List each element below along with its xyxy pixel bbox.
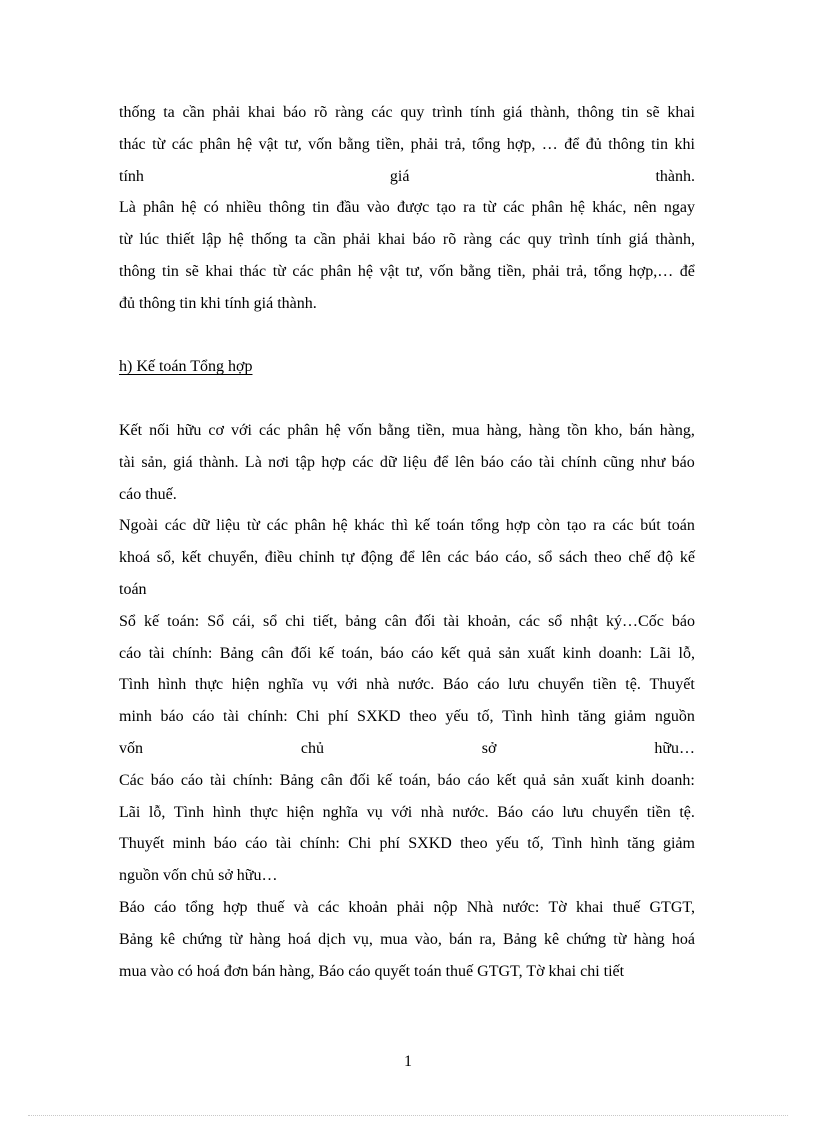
blank-line [119, 320, 695, 352]
text-line: thác từ các phân hệ vật tư, vốn bằng tiền, phải trả, tổng hợp, … để đủ thông tin khi [119, 135, 695, 153]
text-line: thống ta cần phải khai báo rõ ràng các quy trình tính giá thành, thông tin sẽ khai [119, 104, 695, 121]
text-line: cáo thuế. [119, 485, 177, 503]
text-line: toán [119, 580, 147, 598]
text-line: Các báo cáo tài chính: Bảng cân đối kế toán, báo cáo kết quả sản xuất kinh doanh: [119, 771, 695, 789]
text-line: minh báo cáo tài chính: Chi phí SXKD theo yếu tố, Tình hình tăng giảm nguồn [119, 708, 695, 726]
section-heading: h) Kế toán Tổng hợp [119, 358, 253, 376]
text-line: cáo tài chính: Bảng cân đối kế toán, báo cáo kết quả sản xuất kinh doanh: Lãi lỗ, [119, 644, 695, 662]
text-line: Lãi lỗ, Tình hình thực hiện nghĩa vụ với nhà nước. Báo cáo lưu chuyển tiền tệ. [119, 803, 695, 821]
text-line: từ lúc thiết lập hệ thống ta cần phải khai báo rõ ràng các quy trình tính giá thành, [119, 231, 695, 249]
text-line: tài sản, giá thành. Là nơi tập hợp các dữ liệu để lên báo cáo tài chính cũng như báo [119, 453, 695, 471]
word: chủ [300, 739, 324, 757]
text-line: khoá sổ, kết chuyển, điều chỉnh tự động để lên các báo cáo, sổ sách theo chế độ kế [119, 549, 695, 567]
word: tính [119, 167, 144, 185]
page-bottom-divider [28, 1115, 788, 1116]
section-heading-line [119, 351, 695, 383]
text-line: nguồn vốn chủ sở hữu… [119, 867, 278, 885]
word: sở [481, 739, 497, 757]
text-line-spread [119, 733, 695, 765]
text-line: Báo cáo tổng hợp thuế và các khoản phải nộp Nhà nước: Tờ khai thuế GTGT, [119, 898, 695, 916]
word: hữu… [654, 739, 695, 757]
text-line: Ngoài các dữ liệu từ các phân hệ khác thì kế toán tổng hợp còn tạo ra các bút toán [119, 517, 695, 535]
document-body [119, 97, 695, 987]
text-line: mua vào có hoá đơn bán hàng, Báo cáo quyết toán thuế GTGT, Tờ khai chi tiết [119, 962, 625, 980]
text-line: Kết nối hữu cơ với các phân hệ vốn bằng tiền, mua hàng, hàng tồn kho, bán hàng, [119, 421, 695, 439]
text-line: Tình hình thực hiện nghĩa vụ với nhà nước. Báo cáo lưu chuyển tiền tệ. Thuyết [119, 676, 695, 694]
text-line-spread [119, 161, 695, 193]
blank-line [119, 383, 695, 415]
page-number: 1 [404, 1053, 412, 1070]
word: giá [389, 167, 410, 185]
word: thành. [655, 167, 695, 185]
text-line: Là phân hệ có nhiều thông tin đầu vào được tạo ra từ các phân hệ khác, nên ngay [119, 199, 695, 217]
word: vốn [119, 739, 143, 757]
text-line: Bảng kê chứng từ hàng hoá dịch vụ, mua vào, bán ra, Bảng kê chứng từ hàng hoá [119, 930, 695, 948]
text-line: đủ thông tin khi tính giá thành. [119, 294, 317, 312]
text-line: Thuyết minh báo cáo tài chính: Chi phí SXKD theo yếu tố, Tình hình tăng giảm [119, 835, 695, 853]
text-line: thông tin sẽ khai thác từ các phân hệ vật tư, vốn bằng tiền, phải trả, tổng hợp,… để [119, 262, 695, 280]
text-line: Sổ kế toán: Sổ cái, sổ chi tiết, bảng cân đối tài khoản, các sổ nhật ký…Cốc báo [119, 612, 695, 630]
